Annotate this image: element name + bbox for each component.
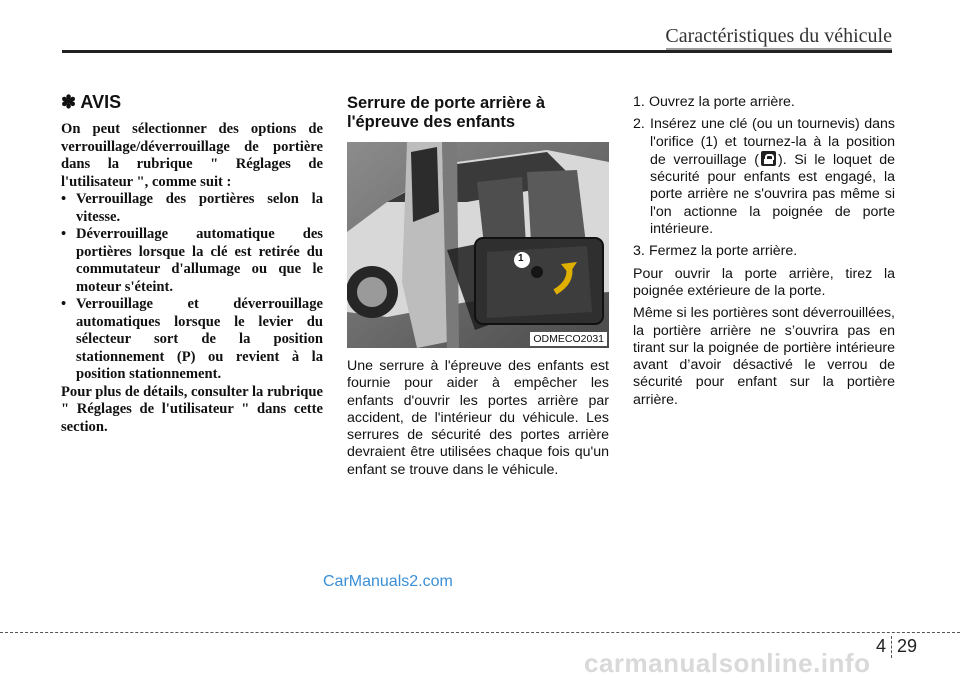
watermark-link[interactable]: CarManuals2.com [323, 573, 453, 590]
step-number: 1. [633, 94, 645, 110]
page-divider [891, 636, 892, 658]
notice-outro: Pour plus de détails, consulter la rubrique " Réglages de l'utilisateur " dans cette section. [61, 383, 323, 435]
step-number: 2. [633, 116, 645, 133]
step-number: 3. [633, 243, 645, 260]
child-lock-section [347, 94, 609, 478]
car-door-illustration [347, 142, 609, 348]
lock-icon [761, 151, 776, 166]
figure-callout-number: 1 [518, 253, 524, 264]
notice-bullet: • Verrouillage des portières selon la vitesse. [61, 191, 323, 226]
child-lock-figure [347, 142, 609, 348]
section-heading: Serrure de porte arrière à l'épreuve des enfants [347, 94, 546, 131]
section-body: Une serrure à l'épreuve des enfants est fournie pour aider à empêcher les enfants d'ouvrir les portes arrière par accident, de l'intérieur du véhicule. Les serrures de sécurité des portes arrière devraient être utilisées chaque fois qu'un enfant se trouve dans le véhicule. [347, 358, 609, 478]
notice-title: ✽ AVIS [61, 92, 122, 112]
site-watermark: carmanualsonline.info [584, 648, 871, 678]
step-text-before: Insérez une clé (ou un tournevis) dans l'orifice (1) et tournez-la à la position de verrouillage ( [650, 116, 895, 168]
chapter-number: 4 [876, 636, 887, 656]
notice-list [61, 191, 323, 384]
step-item [633, 116, 895, 238]
notice-body [61, 121, 323, 436]
step-text-after: ). Si le loquet de sécurité pour enfants est engagé, la porte arrière ne s'ouvrira pas même si l'on actionne la poignée de porte intérieure. [650, 151, 896, 238]
steps-column [633, 94, 895, 414]
step-text: Fermez la porte arrière. [649, 243, 798, 260]
notice-bullet: • Verrouillage et déverrouillage automatiques lorsque le levier du sélecteur sort de la position stationnement (P) ou revient à la position stationnement. [61, 296, 323, 384]
paragraph: Même si les portières sont déverrouillées, la portière arrière ne s’ouvrira pas en tirant sur la poignée de portière intérieure avant d’avoir désactivé le verrou de sécurité pour enfant sur la portière arrière. [633, 305, 895, 408]
step-text: Ouvrez la porte arrière. [649, 94, 795, 110]
notice-bullet: • Déverrouillage automatique des portières lorsque la clé est retirée du commutateur d'allumage ou que le moteur s'éteint. [61, 226, 323, 296]
step-item [633, 243, 895, 260]
footer-rule [0, 632, 960, 633]
page-number: 29 [897, 636, 918, 656]
notice-box [61, 92, 323, 436]
figure-code: ODMECO2031 [530, 332, 607, 346]
chapter-header-title: Caractéristiques du véhicule [665, 25, 892, 47]
step-item [633, 94, 895, 111]
paragraph: Pour ouvrir la porte arrière, tirez la poignée extérieure de la porte. [633, 265, 895, 299]
notice-intro: On peut sélectionner des options de verrouillage/déverrouillage de portière dans la rubrique " Réglages de l'utilisateur ", comme suit : [61, 121, 323, 190]
header-rule [62, 50, 892, 53]
